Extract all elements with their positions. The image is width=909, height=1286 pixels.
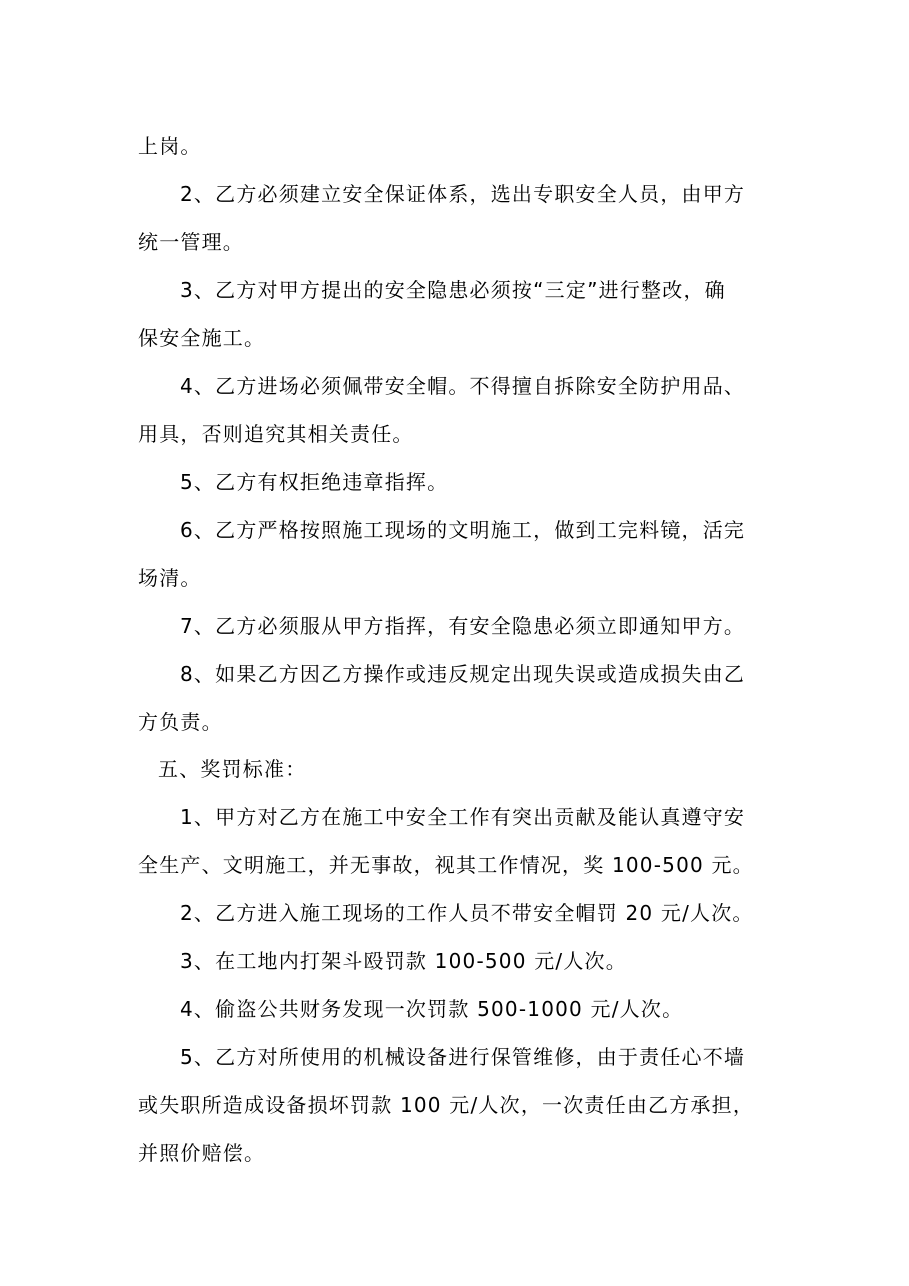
- reward-clause-1-line-1: 1、甲方对乙方在施工中安全工作有突出贡献及能认真遵守安: [180, 805, 746, 829]
- clause-2-line-1: 2、乙方必须建立安全保证体系，选出专职安全人员，由甲方: [180, 182, 746, 206]
- reward-clause-2-line-1: 2、乙方进入施工现场的工作人员不带安全帽罚 20 元/人次。: [180, 901, 754, 925]
- clause-4-line-1: 4、乙方进场必须佩带安全帽。不得擅自拆除安全防护用品、: [180, 374, 746, 398]
- clause-6-line-2: 场清。: [138, 566, 202, 590]
- reward-clause-3-line-1: 3、在工地内打架斗殴罚款 100-500 元/人次。: [180, 949, 627, 973]
- clause-2-line-2: 统一管理。: [138, 230, 244, 254]
- reward-clause-5-line-3: 并照价赔偿。: [138, 1141, 266, 1165]
- clause-8-line-1: 8、如果乙方因乙方操作或违反规定出现失误或造成损失由乙: [180, 662, 746, 686]
- reward-clause-5-line-2: 或失职所造成设备损坏罚款 100 元/人次，一次责任由乙方承担，: [138, 1093, 755, 1117]
- reward-clause-4-line-1: 4、偷盗公共财务发现一次罚款 500-1000 元/人次。: [180, 997, 684, 1021]
- clause-3-line-2: 保安全施工。: [138, 326, 266, 350]
- clause-8-line-2: 方负责。: [138, 710, 223, 734]
- reward-clause-5-line-1: 5、乙方对所使用的机械设备进行保管维修，由于责任心不墙: [180, 1045, 746, 1069]
- clause-6-line-1: 6、乙方严格按照施工现场的文明施工，做到工完料镜，活完: [180, 518, 746, 542]
- clause-5-line-1: 5、乙方有权拒绝违章指挥。: [180, 470, 449, 494]
- reward-clause-1-line-2: 全生产、文明施工，并无事故，视其工作情况，奖 100-500 元。: [138, 853, 754, 877]
- clause-3-line-1: 3、乙方对甲方提出的安全隐患必须按“三定”进行整改，确: [180, 278, 726, 302]
- clause-4-line-2: 用具，否则追究其相关责任。: [138, 422, 414, 446]
- clause-7-line-1: 7、乙方必须服从甲方指挥，有安全隐患必须立即通知甲方。: [180, 614, 746, 638]
- text-line-continuation: 上岗。: [138, 134, 202, 158]
- section-heading-rewards-penalties: 五、奖罚标准：: [158, 757, 307, 781]
